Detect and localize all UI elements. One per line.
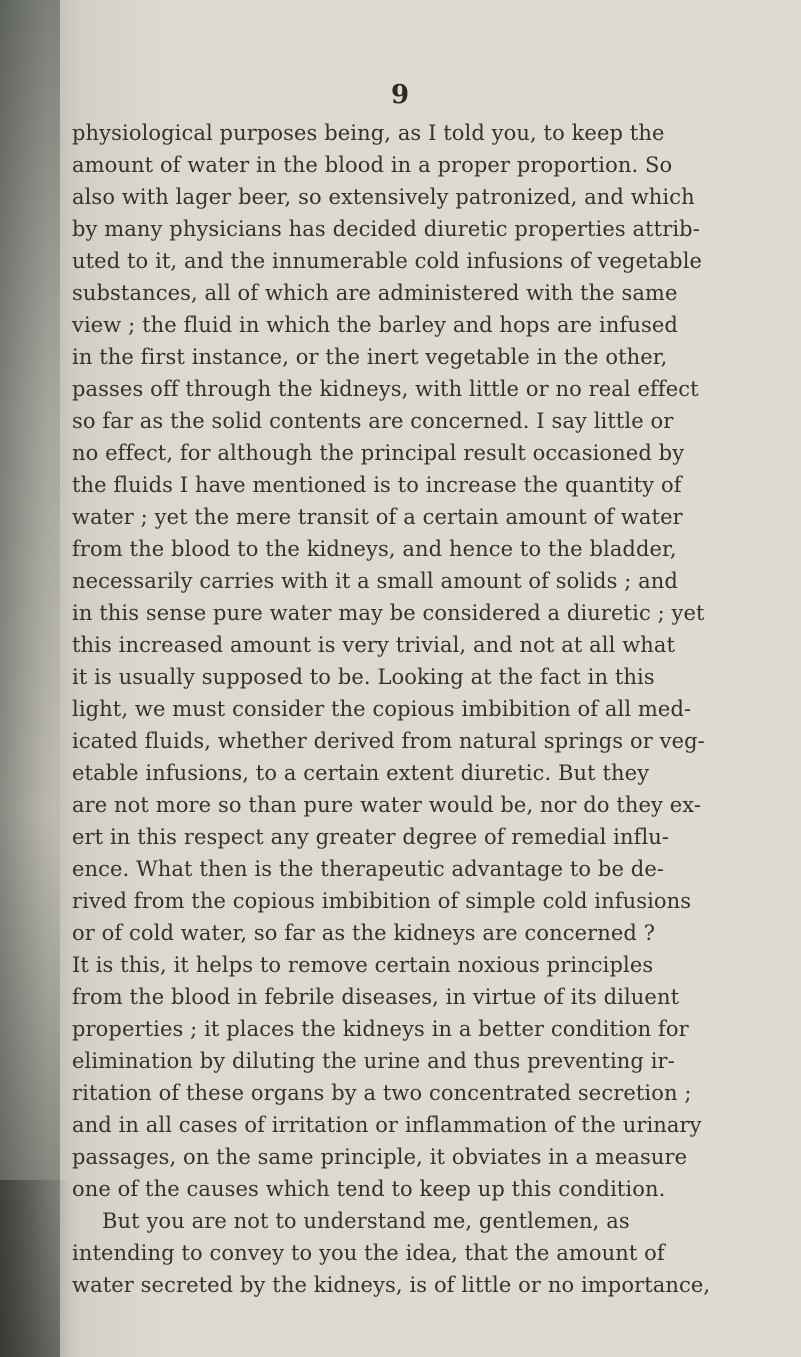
text-line: one of the causes which tend to keep up this condition. xyxy=(72,1177,666,1201)
text-line: properties ; it places the kidneys in a better condition for xyxy=(72,1017,689,1041)
text-line: necessarily carries with it a small amount of solids ; and xyxy=(72,569,678,593)
text-line: in the first instance, or the inert vegetable in the other, xyxy=(72,345,668,369)
text-line: the fluids I have mentioned is to increase the quantity of xyxy=(72,473,682,497)
text-line: are not more so than pure water would be, nor do they ex- xyxy=(72,793,702,817)
text-line: elimination by diluting the urine and thus preventing ir- xyxy=(72,1049,675,1073)
text-line: physiological purposes being, as I told you, to keep the xyxy=(72,121,665,145)
text-line: icated fluids, whether derived from natural springs or veg- xyxy=(72,729,705,753)
body-text xyxy=(72,117,798,1301)
text-line: so far as the solid contents are concerned. I say little or xyxy=(72,409,674,433)
text-line: passes off through the kidneys, with little or no real effect xyxy=(72,377,699,401)
text-line: also with lager beer, so extensively patronized, and which xyxy=(72,185,695,209)
text-line: passages, on the same principle, it obviates in a measure xyxy=(72,1145,688,1169)
text-line: uted to it, and the innumerable cold infusions of vegetable xyxy=(72,249,703,273)
text-line: substances, all of which are administered with the same xyxy=(72,281,678,305)
page-edge-shadow xyxy=(0,1180,70,1357)
text-line: ritation of these organs by a two concentrated secretion ; xyxy=(72,1081,692,1105)
page-number: 9 xyxy=(390,80,411,110)
text-line: But you are not to understand me, gentlemen, as xyxy=(102,1209,630,1233)
text-line: light, we must consider the copious imbibition of all med- xyxy=(72,697,692,721)
text-line: from the blood in febrile diseases, in virtue of its diluent xyxy=(72,985,680,1009)
text-line: from the blood to the kidneys, and hence to the bladder, xyxy=(72,537,677,561)
text-line: ert in this respect any greater degree of remedial influ- xyxy=(72,825,670,849)
text-line: in this sense pure water may be considered a diuretic ; yet xyxy=(72,601,705,625)
text-line: water secreted by the kidneys, is of little or no importance, xyxy=(72,1273,711,1297)
text-line: ence. What then is the therapeutic advantage to be de- xyxy=(72,857,665,881)
text-line: and in all cases of irritation or inflammation of the urinary xyxy=(72,1113,702,1137)
text-line: It is this, it helps to remove certain noxious principles xyxy=(72,953,654,977)
text-line: by many physicians has decided diuretic properties attrib- xyxy=(72,217,700,241)
text-line: intending to convey to you the idea, that the amount of xyxy=(72,1241,665,1265)
text-line: rived from the copious imbibition of simple cold infusions xyxy=(72,889,692,913)
text-line: water ; yet the mere transit of a certain amount of water xyxy=(72,505,683,529)
text-line: this increased amount is very trivial, and not at all what xyxy=(72,633,676,657)
text-line: amount of water in the blood in a proper proportion. So xyxy=(72,153,673,177)
text-line: etable infusions, to a certain extent diuretic. But they xyxy=(72,761,650,785)
text-line: it is usually supposed to be. Looking at the fact in this xyxy=(72,665,655,689)
text-line: no effect, for although the principal result occasioned by xyxy=(72,441,685,465)
text-line: or of cold water, so far as the kidneys are concerned ? xyxy=(72,921,656,945)
binding-gutter-shadow xyxy=(0,0,60,1357)
text-line: view ; the fluid in which the barley and hops are infused xyxy=(72,313,678,337)
